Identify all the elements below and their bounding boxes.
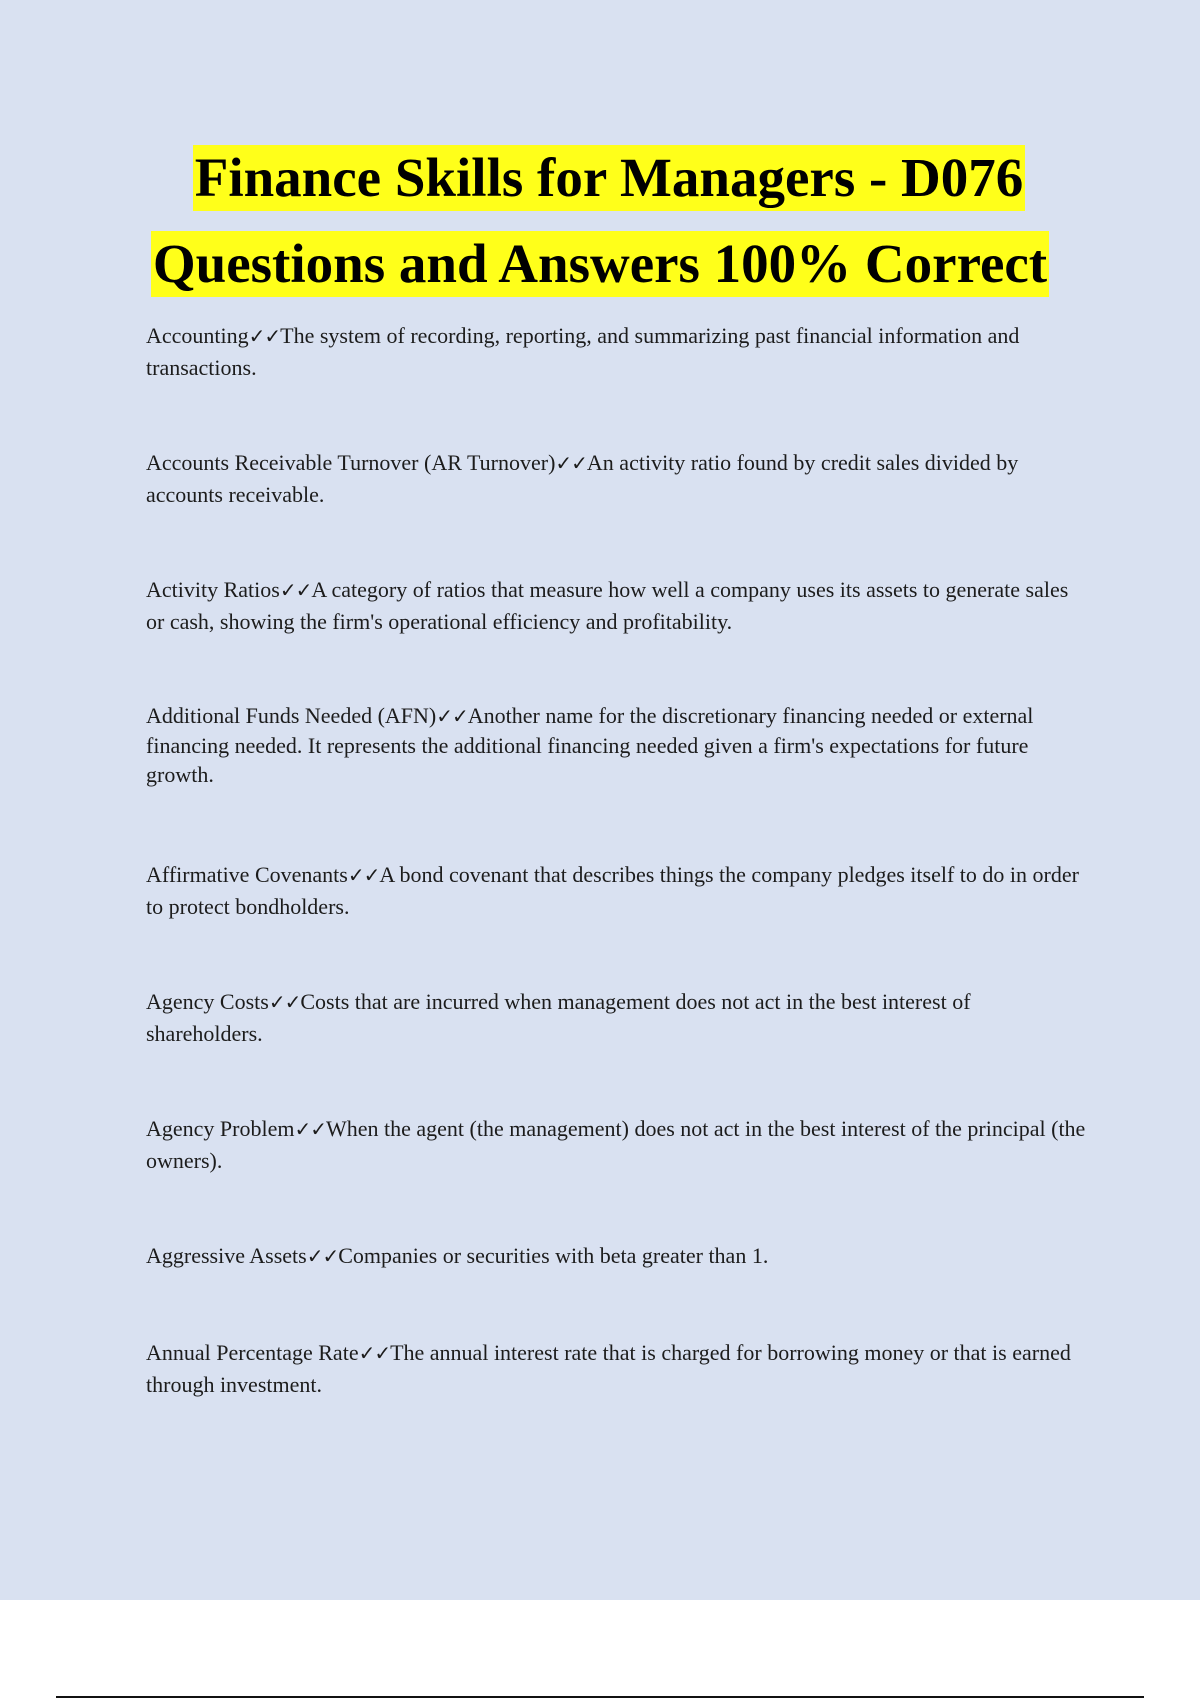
check-marks-icon: ✓✓ (248, 324, 281, 348)
term-definition: Costs that are incurred when management does not act in the best interest of shareholders. (146, 989, 971, 1046)
check-marks-icon: ✓✓ (358, 1341, 391, 1365)
term-definition: A category of ratios that measure how well a company uses its assets to generate sales or cash, showing the firm's operational efficiency and profitability. (146, 577, 1069, 634)
title-line-1: Finance Skills for Managers - D076 (193, 145, 1026, 211)
term-entry (146, 1337, 1090, 1400)
term-name: Agency Problem (146, 1116, 295, 1141)
term-definition: Companies or securities with beta greater than 1. (338, 1243, 769, 1268)
term-definition: An activity ratio found by credit sales divided by accounts receivable. (146, 450, 1019, 507)
term-entry (146, 701, 1090, 789)
term-entry (146, 986, 1090, 1049)
term-definition: The system of recording, reporting, and summarizing past financial information and transactions. (146, 323, 1020, 380)
check-marks-icon: ✓✓ (555, 451, 587, 475)
check-marks-icon: ✓✓ (436, 704, 468, 728)
check-marks-icon: ✓✓ (306, 1244, 339, 1268)
term-name: Affirmative Covenants (146, 862, 348, 887)
term-definition: A bond covenant that describes things the company pledges itself to do in order to protect bondholders. (146, 862, 1079, 919)
term-name: Additional Funds Needed (AFN) (146, 703, 437, 728)
term-definition: When the agent (the management) does not act in the best interest of the principal (the owners). (146, 1116, 1086, 1173)
term-entry (146, 447, 1090, 510)
document-title (0, 145, 1200, 297)
check-marks-icon: ✓✓ (268, 990, 301, 1014)
footer-divider (56, 1696, 1144, 1698)
term-name: Accounts Receivable Turnover (AR Turnover) (146, 450, 556, 475)
term-name: Aggressive Assets (146, 1243, 307, 1268)
term-name: Annual Percentage Rate (146, 1340, 359, 1365)
term-definition: Another name for the discretionary financing needed or external financing needed. It represents the additional financing needed given a firm's expectations for future growth. (146, 703, 1034, 787)
check-marks-icon: ✓✓ (347, 863, 380, 887)
term-entry (146, 1240, 1090, 1272)
title-line-2: Questions and Answers 100% Correct (151, 231, 1049, 297)
check-marks-icon: ✓✓ (279, 578, 312, 602)
term-name: Agency Costs (146, 989, 269, 1014)
term-entry (146, 1113, 1090, 1176)
term-entry (146, 320, 1090, 383)
term-entry (146, 574, 1090, 637)
term-name: Activity Ratios (146, 577, 280, 602)
term-name: Accounting (146, 323, 249, 348)
term-definition: The annual interest rate that is charged for borrowing money or that is earned through investment. (146, 1340, 1071, 1397)
check-marks-icon: ✓✓ (294, 1117, 326, 1141)
term-entry (146, 859, 1090, 922)
